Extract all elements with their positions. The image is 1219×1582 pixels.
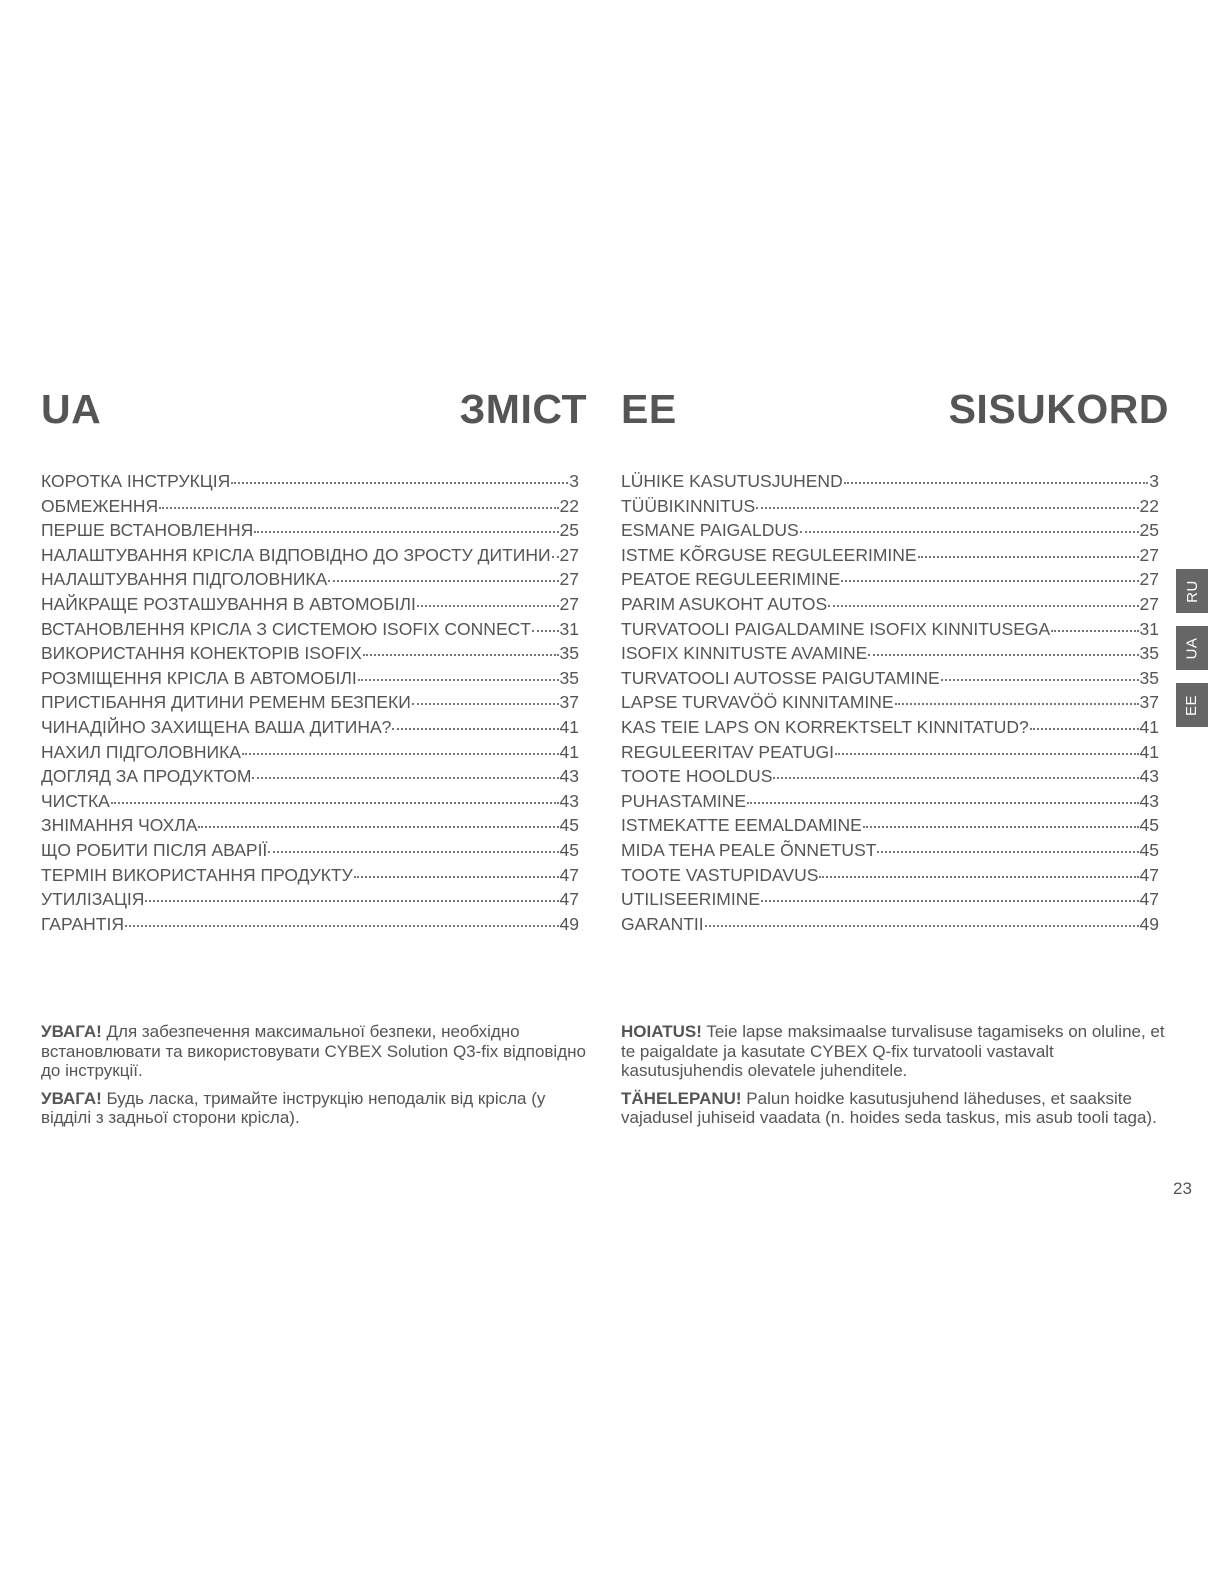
toc-entry: [41, 865, 579, 890]
toc-entry: [621, 766, 1159, 791]
toc-dot-leader: [392, 728, 558, 730]
ee-contents-title: SISUKORD: [948, 386, 1169, 432]
toc-entry-label: TURVATOOLI PAIGALDAMINE ISOFIX KINNITUSEGA: [621, 618, 1051, 639]
toc-entry-label: ISTME KÕRGUSE REGULEERIMINE: [621, 544, 917, 565]
toc-entry-label: LÜHIKE KASUTUSJUHEND: [621, 471, 843, 491]
toc-entry-page: 27: [1139, 593, 1159, 614]
toc-dot-leader: [242, 753, 559, 755]
language-side-tabs: [1176, 569, 1208, 740]
toc-entry-page: 47: [559, 864, 579, 885]
ee-language-code: EE: [621, 386, 677, 432]
toc-entry-page: 41: [1139, 741, 1159, 762]
toc-dot-leader: [231, 482, 568, 484]
toc-entry: [41, 742, 579, 767]
toc-entry-page: 45: [1139, 839, 1159, 860]
toc-dot-leader: [145, 900, 558, 902]
ee-warning-2-text: Palun hoidke kasutusjuhend läheduses, et saaksite vajadusel juhiseid vaadata (n. hoides seda taskus, mis asub tooli taga).: [621, 1088, 1157, 1127]
toc-entry-page: 41: [559, 741, 579, 762]
toc-dot-leader: [844, 482, 1149, 484]
toc-entry-label: REGULEERITAV PEATUGI: [621, 741, 834, 762]
toc-entry: [41, 766, 579, 791]
toc-entry-label: ВИКОРИСТАННЯ КОНЕКТОРІВ ISOFIX: [41, 643, 362, 664]
toc-entry-page: 43: [1139, 790, 1159, 811]
toc-entry-label: ГАРАНТІЯ: [41, 913, 124, 934]
toc-entry-page: 22: [1139, 495, 1159, 516]
toc-entry-label: PARIM ASUKOHT AUTOS: [621, 593, 828, 614]
toc-entry-label: TURVATOOLI AUTOSSE PAIGUTAMINE: [621, 667, 940, 688]
toc-dot-leader: [358, 679, 559, 681]
toc-entry-label: ТЕРМІН ВИКОРИСТАННЯ ПРОДУКТУ: [41, 864, 353, 885]
toc-entry-page: 37: [559, 692, 579, 713]
toc-dot-leader: [1051, 630, 1138, 632]
toc-dot-leader: [363, 654, 559, 656]
toc-entry: [41, 545, 579, 570]
toc-entry: [621, 496, 1159, 521]
toc-dot-leader: [159, 507, 558, 509]
toc-entry-label: GARANTII: [621, 913, 704, 934]
toc-dot-leader: [125, 925, 559, 927]
toc-entry: [621, 717, 1159, 742]
ee-warning-1: [621, 1022, 1169, 1081]
toc-entry: [621, 569, 1159, 594]
toc-entry-page: 45: [559, 815, 579, 836]
toc-dot-leader: [328, 580, 558, 582]
toc-dot-leader: [198, 826, 558, 828]
toc-dot-leader: [354, 876, 559, 878]
toc-entry-label: TÜÜBIKINNITUS: [621, 495, 756, 516]
toc-entry-label: LAPSE TURVAVÖÖ KINNITAMINE: [621, 692, 894, 713]
toc-entry-label: ЧИСТКА: [41, 790, 110, 811]
toc-entry: [621, 692, 1159, 717]
toc-dot-leader: [819, 876, 1138, 878]
toc-entry-page: 31: [1139, 618, 1159, 639]
toc-entry-page: 3: [569, 471, 579, 491]
ee-header: [621, 386, 1169, 436]
toc-entry-page: 25: [559, 520, 579, 541]
toc-dot-leader: [552, 556, 559, 558]
toc-dot-leader: [877, 851, 1138, 853]
toc-entry-page: 27: [559, 569, 579, 590]
toc-entry: [621, 865, 1159, 890]
toc-entry: [621, 619, 1159, 644]
toc-entry-label: ДОГЛЯД ЗА ПРОДУКТОМ: [41, 766, 252, 787]
toc-dot-leader: [828, 605, 1138, 607]
toc-entry: [41, 914, 579, 939]
toc-entry: [41, 520, 579, 545]
toc-dot-leader: [412, 703, 559, 705]
toc-entry: [41, 643, 579, 668]
toc-entry-page: 41: [1139, 716, 1159, 737]
toc-entry: [621, 791, 1159, 816]
toc-entry: [621, 840, 1159, 865]
language-tab-ru-label: RU: [1183, 579, 1201, 603]
toc-entry-label: UTILISEERIMINE: [621, 889, 761, 910]
toc-entry-page: 27: [559, 593, 579, 614]
ee-warnings: [621, 1022, 1169, 1136]
language-tab-ru[interactable]: [1176, 569, 1208, 613]
toc-entry: [41, 471, 579, 496]
toc-dot-leader: [941, 679, 1139, 681]
toc-entry: [621, 815, 1159, 840]
toc-entry: [621, 520, 1159, 545]
ua-language-code: UA: [41, 386, 102, 432]
toc-entry-label: ISTMEKATTE EEMALDAMINE: [621, 815, 862, 836]
toc-entry-page: 27: [1139, 544, 1159, 565]
toc-dot-leader: [254, 531, 558, 533]
toc-dot-leader: [841, 580, 1138, 582]
toc-entry-label: ПРИСТІБАННЯ ДИТИНИ РЕМЕНМ БЕЗПЕКИ: [41, 692, 411, 713]
toc-entry-page: 45: [559, 839, 579, 860]
toc-entry: [621, 643, 1159, 668]
toc-dot-leader: [252, 777, 558, 779]
ua-warning-1: [41, 1022, 586, 1081]
toc-entry-label: KAS TEIE LAPS ON KORREKTSELT KINNITATUD?: [621, 716, 1029, 737]
toc-entry: [41, 791, 579, 816]
toc-entry: [621, 545, 1159, 570]
toc-entry-label: ЩО РОБИТИ ПІСЛЯ АВАРІЇ: [41, 839, 268, 860]
toc-entry-page: 49: [559, 913, 579, 934]
toc-entry: [41, 840, 579, 865]
toc-entry: [41, 692, 579, 717]
toc-entry-label: PUHASTAMINE: [621, 790, 747, 811]
toc-entry-label: НАЛАШТУВАННЯ КРІСЛА ВІДПОВІДНО ДО ЗРОСТУ ДИТИНИ: [41, 544, 551, 565]
ua-warning-2: [41, 1089, 586, 1128]
toc-entry-label: НАХИЛ ПІДГОЛОВНИКА: [41, 741, 241, 762]
toc-entry-page: 41: [559, 716, 579, 737]
toc-entry-label: ВСТАНОВЛЕННЯ КРІСЛА З СИСТЕМОЮ ISOFIX CONNECT: [41, 618, 531, 639]
toc-entry-label: ПЕРШЕ ВСТАНОВЛЕННЯ: [41, 520, 254, 541]
toc-entry-label: ЧИНАДІЙНО ЗАХИЩЕНА ВАША ДИТИНА?: [41, 716, 392, 737]
toc-entry: [41, 815, 579, 840]
toc-entry-page: 47: [559, 889, 579, 910]
toc-entry-page: 27: [559, 544, 579, 565]
toc-dot-leader: [1030, 728, 1139, 730]
toc-entry-page: 49: [1139, 913, 1159, 934]
toc-entry-label: ISOFIX KINNITUSTE AVAMINE: [621, 643, 868, 664]
toc-dot-leader: [268, 851, 558, 853]
language-tab-ee-label: EE: [1183, 694, 1201, 716]
ua-warning-1-label: УВАГА!: [41, 1022, 102, 1041]
toc-entry-label: TOOTE HOOLDUS: [621, 766, 773, 787]
toc-dot-leader: [532, 630, 559, 632]
toc-dot-leader: [761, 900, 1138, 902]
toc-entry: [41, 496, 579, 521]
toc-dot-leader: [835, 753, 1139, 755]
toc-entry: [621, 742, 1159, 767]
toc-dot-leader: [895, 703, 1139, 705]
ua-warning-2-text: Будь ласка, тримайте інструкцію неподалік від крісла (у відділі з задньої сторони крісла).: [41, 1088, 546, 1127]
toc-dot-leader: [417, 605, 559, 607]
toc-dot-leader: [918, 556, 1139, 558]
page-number: 23: [1173, 1179, 1192, 1198]
toc-entry-page: 31: [559, 618, 579, 639]
toc-entry-page: 43: [1139, 766, 1159, 787]
toc-entry: [41, 569, 579, 594]
toc-entry-page: 47: [1139, 889, 1159, 910]
toc-entry: [41, 668, 579, 693]
toc-dot-leader: [111, 802, 559, 804]
toc-entry-label: TOOTE VASTUPIDAVUS: [621, 864, 819, 885]
toc-entry-page: 25: [1139, 520, 1159, 541]
toc-entry-page: 22: [559, 495, 579, 516]
toc-entry: [41, 889, 579, 914]
ee-table-of-contents: [621, 471, 1159, 938]
toc-entry-label: ESMANE PAIGALDUS: [621, 520, 799, 541]
language-tab-ua-label: UA: [1183, 637, 1201, 659]
toc-entry-page: 35: [1139, 643, 1159, 664]
toc-entry-label: НАЙКРАЩЕ РОЗТАШУВАННЯ В АВТОМОБІЛІ: [41, 593, 416, 614]
ee-warning-2-label: TÄHELEPANU!: [621, 1088, 742, 1108]
ua-table-of-contents: [41, 471, 579, 938]
ua-header: [41, 386, 587, 436]
toc-entry-label: ЗНІМАННЯ ЧОХЛА: [41, 815, 198, 836]
toc-entry-page: 35: [1139, 667, 1159, 688]
ua-warnings: [41, 1022, 586, 1136]
ua-warning-1-text: Для забезпечення максимальної безпеки, необхідно встановлювати та використовувати CYBEX Solution Q3-fix відповідно до інструкції.: [41, 1022, 586, 1080]
toc-entry-label: НАЛАШТУВАННЯ ПІДГОЛОВНИКА: [41, 569, 328, 590]
toc-entry-label: УТИЛІЗАЦІЯ: [41, 889, 145, 910]
toc-entry-label: КОРОТКА ІНСТРУКЦІЯ: [41, 471, 231, 491]
toc-entry-label: PEATOE REGULEERIMINE: [621, 569, 841, 590]
ee-column: [621, 386, 1169, 1127]
toc-dot-leader: [773, 777, 1138, 779]
toc-dot-leader: [800, 531, 1139, 533]
toc-dot-leader: [863, 826, 1139, 828]
toc-entry: [41, 594, 579, 619]
toc-dot-leader: [868, 654, 1138, 656]
toc-entry-page: 45: [1139, 815, 1159, 836]
ua-column: [41, 386, 587, 1127]
toc-entry: [621, 914, 1159, 939]
toc-dot-leader: [756, 507, 1138, 509]
toc-entry: [41, 619, 579, 644]
toc-entry: [621, 889, 1159, 914]
toc-entry-page: 37: [1139, 692, 1159, 713]
toc-dot-leader: [747, 802, 1138, 804]
toc-entry-page: 3: [1149, 471, 1159, 491]
language-tab-ua[interactable]: [1176, 626, 1208, 670]
toc-entry-page: 35: [559, 667, 579, 688]
toc-entry-page: 27: [1139, 569, 1159, 590]
toc-entry: [41, 717, 579, 742]
toc-entry-page: 43: [559, 766, 579, 787]
toc-entry-page: 47: [1139, 864, 1159, 885]
toc-entry: [621, 594, 1159, 619]
ee-warning-2: [621, 1089, 1169, 1128]
toc-entry-page: 35: [559, 643, 579, 664]
toc-entry: [621, 668, 1159, 693]
toc-entry-page: 43: [559, 790, 579, 811]
ua-contents-title: ЗМІСТ: [459, 386, 587, 432]
toc-entry-label: ОБМЕЖЕННЯ: [41, 495, 159, 516]
ee-warning-1-label: HOIATUS!: [621, 1022, 702, 1041]
toc-dot-leader: [705, 925, 1139, 927]
ua-warning-2-label: УВАГА!: [41, 1088, 102, 1108]
toc-entry-label: РОЗМІЩЕННЯ КРІСЛА В АВТОМОБІЛІ: [41, 667, 357, 688]
toc-entry: [621, 471, 1159, 496]
toc-entry-label: MIDA TEHA PEALE ÕNNETUST: [621, 839, 877, 860]
ee-warning-1-text: Teie lapse maksimaalse turvalisuse tagamiseks on oluline, et te paigaldate ja kasutate CYBEX Q-fix turvatooli vastavalt kasutusjuhendis olevatele juhenditele.: [621, 1022, 1165, 1080]
language-tab-ee[interactable]: [1176, 683, 1208, 727]
